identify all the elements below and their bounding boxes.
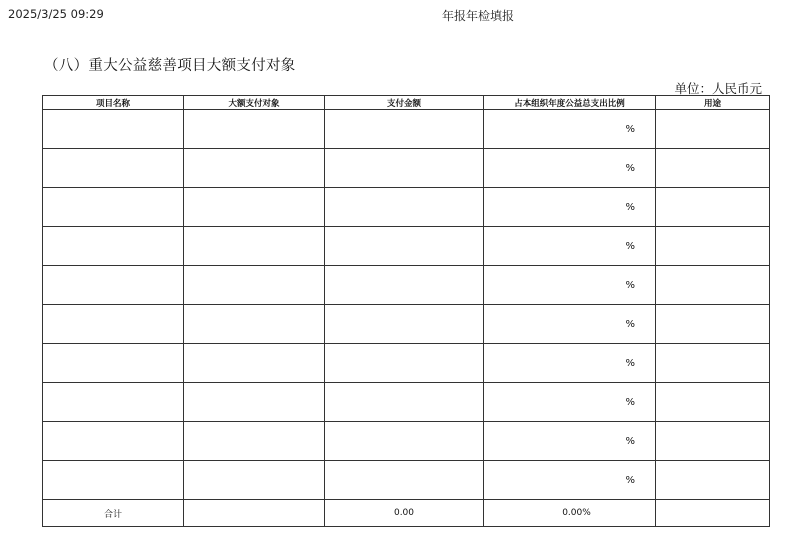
ratio-cell[interactable]: % — [484, 188, 656, 227]
purpose-cell[interactable] — [656, 461, 770, 500]
ratio-cell[interactable]: % — [484, 344, 656, 383]
ratio-cell[interactable]: % — [484, 227, 656, 266]
table-row — [43, 227, 770, 266]
amount-cell[interactable] — [325, 305, 484, 344]
amount-cell[interactable] — [325, 344, 484, 383]
total-payee-cell[interactable] — [184, 500, 325, 527]
table-row — [43, 188, 770, 227]
project-name-cell[interactable] — [43, 149, 184, 188]
project-name-cell[interactable] — [43, 305, 184, 344]
payee-cell[interactable] — [184, 305, 325, 344]
amount-cell[interactable] — [325, 227, 484, 266]
table-row — [43, 110, 770, 149]
purpose-cell[interactable] — [656, 188, 770, 227]
purpose-cell[interactable] — [656, 305, 770, 344]
currency-unit-label: 单位：人民币元 — [674, 81, 762, 96]
ratio-cell[interactable]: % — [484, 266, 656, 305]
amount-cell[interactable] — [325, 110, 484, 149]
amount-cell[interactable] — [325, 149, 484, 188]
document-title: 年报年检填报 — [442, 9, 515, 23]
table-row — [43, 461, 770, 500]
payee-cell[interactable] — [184, 188, 325, 227]
purpose-cell[interactable] — [656, 383, 770, 422]
total-purpose-cell[interactable] — [656, 500, 770, 527]
amount-cell[interactable] — [325, 422, 484, 461]
project-name-cell[interactable] — [43, 422, 184, 461]
payee-cell[interactable] — [184, 461, 325, 500]
amount-cell[interactable] — [325, 383, 484, 422]
purpose-cell[interactable] — [656, 149, 770, 188]
header-ratio: 占本组织年度公益总支出比例 — [484, 96, 656, 110]
ratio-cell[interactable]: % — [484, 110, 656, 149]
total-ratio: 0.00% — [484, 500, 656, 527]
payee-cell[interactable] — [184, 110, 325, 149]
table-row — [43, 149, 770, 188]
ratio-cell[interactable]: % — [484, 305, 656, 344]
table-row — [43, 305, 770, 344]
project-name-cell[interactable] — [43, 383, 184, 422]
header-amount: 支付金额 — [325, 96, 484, 110]
payee-cell[interactable] — [184, 422, 325, 461]
table-header-row — [43, 96, 770, 110]
total-amount: 0.00 — [325, 500, 484, 527]
project-name-cell[interactable] — [43, 227, 184, 266]
project-name-cell[interactable] — [43, 461, 184, 500]
amount-cell[interactable] — [325, 266, 484, 305]
payee-cell[interactable] — [184, 344, 325, 383]
purpose-cell[interactable] — [656, 422, 770, 461]
project-name-cell[interactable] — [43, 266, 184, 305]
payee-cell[interactable] — [184, 149, 325, 188]
table-row — [43, 383, 770, 422]
header-payee: 大额支付对象 — [184, 96, 325, 110]
header-purpose: 用途 — [656, 96, 770, 110]
project-name-cell[interactable] — [43, 344, 184, 383]
payee-cell[interactable] — [184, 266, 325, 305]
project-name-cell[interactable] — [43, 188, 184, 227]
table-row — [43, 266, 770, 305]
purpose-cell[interactable] — [656, 110, 770, 149]
print-timestamp: 2025/3/25 09:29 — [8, 7, 104, 21]
print-header — [0, 0, 800, 24]
header-project-name: 项目名称 — [43, 96, 184, 110]
payee-cell[interactable] — [184, 227, 325, 266]
purpose-cell[interactable] — [656, 266, 770, 305]
ratio-cell[interactable]: % — [484, 422, 656, 461]
table-row — [43, 344, 770, 383]
payment-table — [42, 95, 770, 527]
ratio-cell[interactable]: % — [484, 149, 656, 188]
section-title: （八）重大公益慈善项目大额支付对象 — [44, 58, 296, 74]
project-name-cell[interactable] — [43, 110, 184, 149]
table-row — [43, 422, 770, 461]
purpose-cell[interactable] — [656, 227, 770, 266]
amount-cell[interactable] — [325, 188, 484, 227]
total-row — [43, 500, 770, 527]
purpose-cell[interactable] — [656, 344, 770, 383]
amount-cell[interactable] — [325, 461, 484, 500]
ratio-cell[interactable]: % — [484, 461, 656, 500]
total-label: 合计 — [43, 500, 184, 527]
payee-cell[interactable] — [184, 383, 325, 422]
ratio-cell[interactable]: % — [484, 383, 656, 422]
